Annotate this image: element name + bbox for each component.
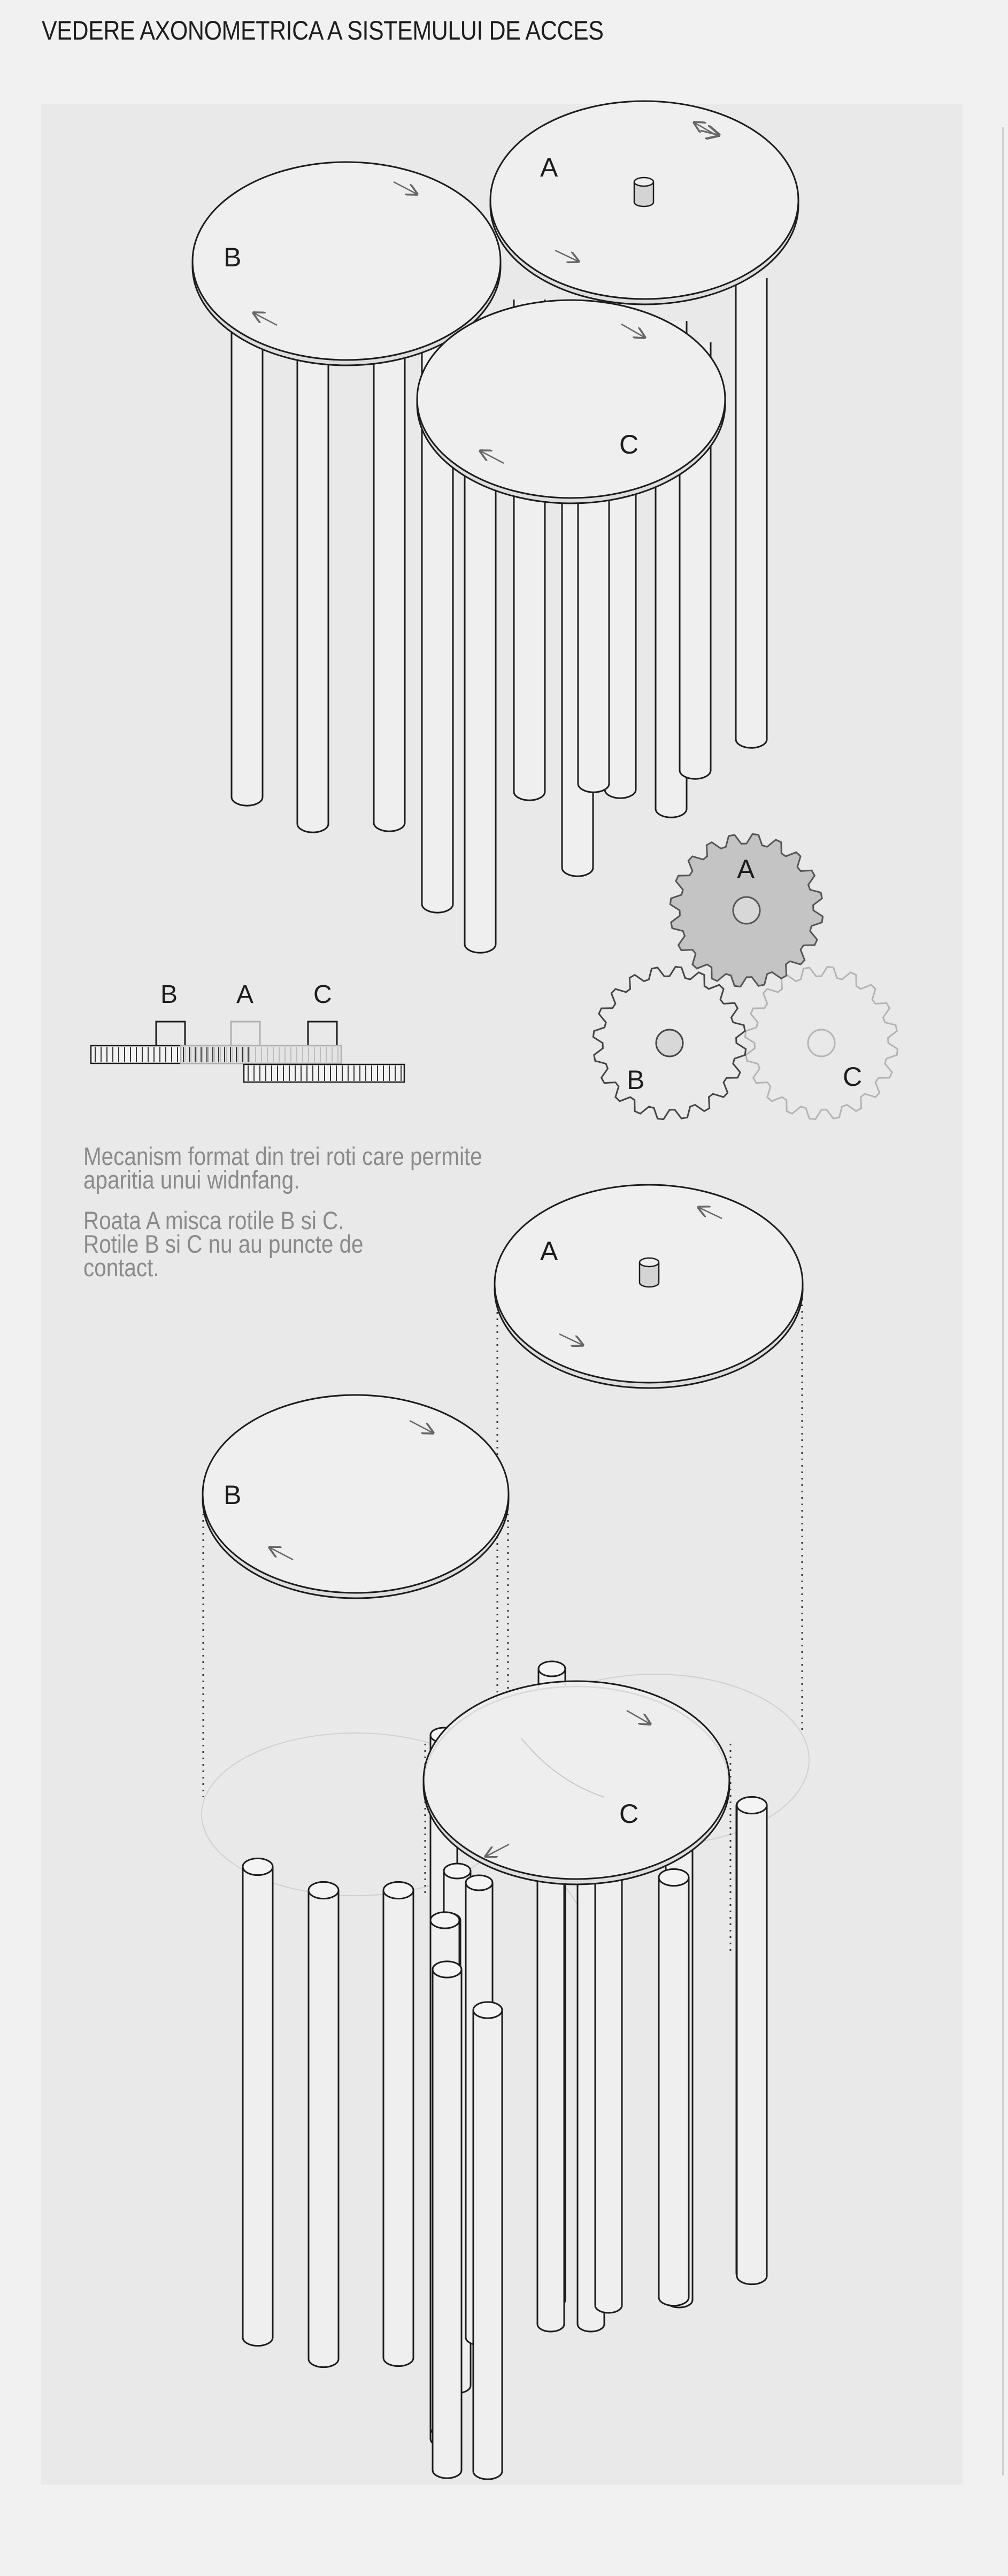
exploded-disc-c	[424, 1681, 729, 1884]
description-line: Roata A misca rotile B si C.	[83, 1206, 344, 1235]
exploded-disc-a	[495, 1185, 803, 1388]
exploded-disc-b	[203, 1395, 509, 1598]
support-column	[737, 1797, 767, 2284]
gear-b	[593, 967, 745, 1119]
top-disc-a	[490, 101, 798, 304]
top-label-a: A	[540, 152, 558, 182]
top-label-c: C	[619, 430, 639, 459]
page-title: VEDERE AXONOMETRICA A SISTEMULUI DE ACCES	[42, 16, 604, 45]
top-disc-c	[417, 300, 725, 503]
gear-c	[745, 967, 897, 1119]
exploded-label-c: C	[619, 1799, 639, 1829]
support-column	[309, 1882, 338, 2367]
mechanism-description	[83, 1142, 482, 1194]
gear-label-a: A	[737, 854, 755, 884]
support-column	[232, 300, 263, 806]
support-column	[659, 1869, 689, 2305]
side-label-a: A	[236, 980, 254, 1009]
exploded-label-a: A	[540, 1236, 558, 1266]
side-elevation-diagram	[91, 1022, 404, 1082]
top-label-b: B	[224, 242, 242, 272]
support-column	[736, 278, 767, 748]
support-column	[383, 1882, 413, 2366]
description-line: contact.	[83, 1253, 159, 1282]
support-column	[374, 321, 405, 831]
side-label-b: B	[160, 980, 178, 1009]
exploded-label-b: B	[224, 1480, 242, 1510]
gear-label-c: C	[843, 1062, 863, 1092]
description-line: aparitia unui widnfang.	[83, 1166, 300, 1194]
description-line: Mecanism format din trei roti care permite	[83, 1142, 482, 1170]
rotation-description	[83, 1206, 364, 1282]
support-column	[297, 342, 328, 832]
support-column	[243, 1858, 273, 2345]
description-line: Rotile B si C nu au puncte de	[83, 1230, 364, 1258]
side-label-c: C	[313, 980, 332, 1009]
gear-label-b: B	[627, 1065, 645, 1095]
support-column	[433, 1961, 461, 2478]
support-column	[473, 2002, 502, 2479]
